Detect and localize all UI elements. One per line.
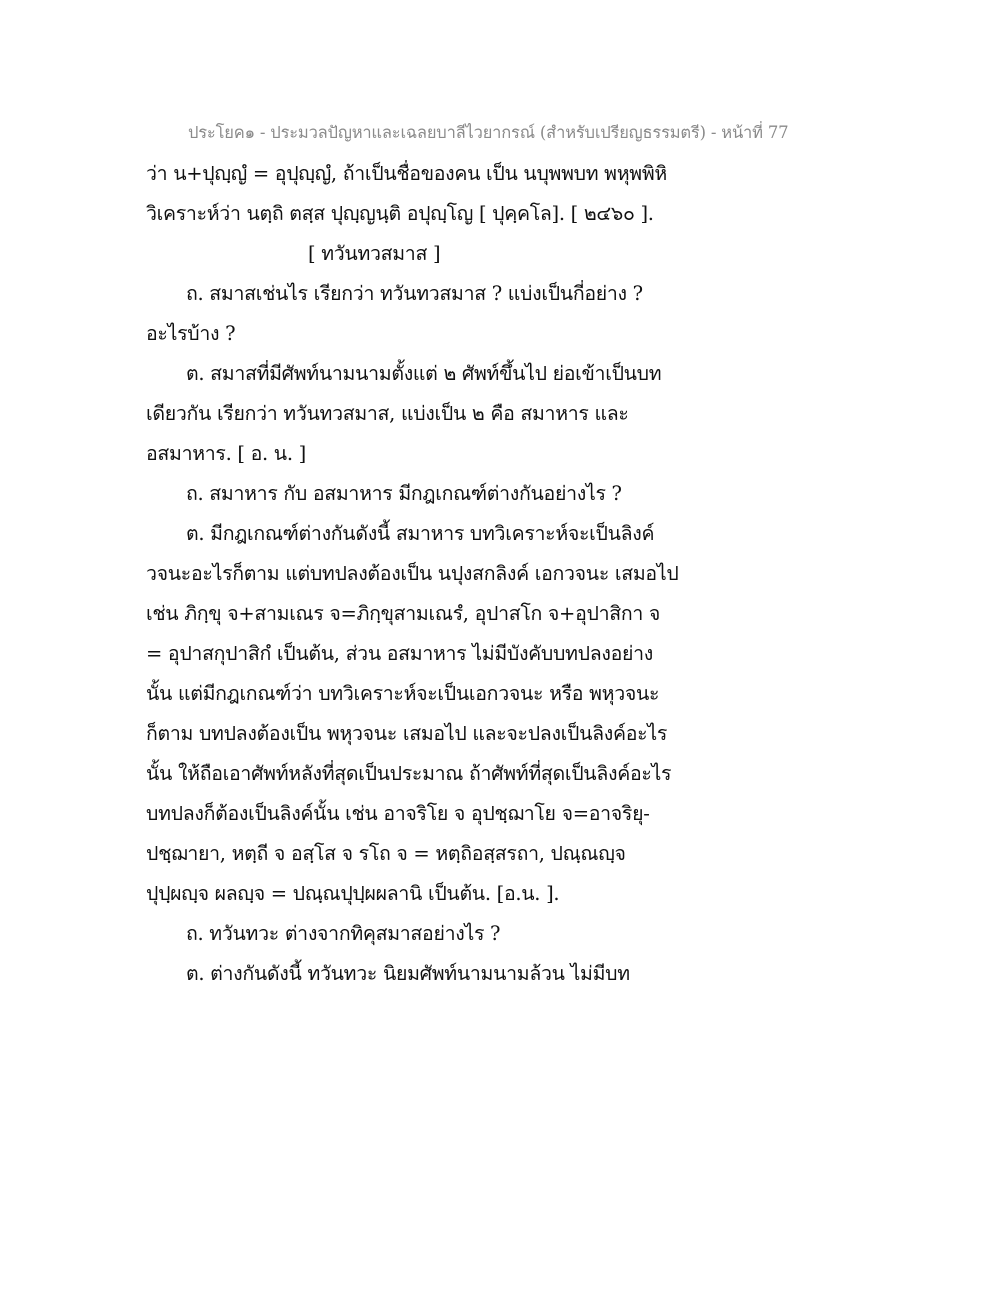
section-heading: [ ทวันทวสมาส ] [308,242,441,265]
question-line: ถ. สมาสเช่นไร เรียกว่า ทวันทวสมาส ? แบ่งเป็นกี่อย่าง ? [186,282,643,305]
question-line: ถ. สมาหาร กับ อสมาหาร มีกฎเกณฑ์ต่างกันอย่างไร ? [186,482,622,505]
text-line: อสมาหาร. [ อ. น. ] [146,442,306,465]
text-line: เดียวกัน เรียกว่า ทวันทวสมาส, แบ่งเป็น ๒ คือ สมาหาร และ [146,402,629,425]
text-line: วิเคราะห์ว่า นตฺถิ ตสฺส ปุญฺญนฺติ อปุญฺโญ [ ปุคฺคโล]. [ ๒๔๖๐ ]. [146,202,654,225]
text-line: วจนะอะไรก็ตาม แต่บทปลงต้องเป็น นปุงสกลิงค์ เอกวจนะ เสมอไป [146,562,679,585]
answer-line: ต. สมาสที่มีศัพท์นามนามตั้งแต่ ๒ ศัพท์ขึ้นไป ย่อเข้าเป็นบท [186,362,662,385]
text-line: นั้น ให้ถือเอาศัพท์หลังที่สุดเป็นประมาณ ถ้าศัพท์ที่สุดเป็นลิงค์อะไร [146,762,672,785]
text-line: = อุปาสกุปาสิกํ เป็นต้น, ส่วน อสมาหาร ไม่มีบังคับบทปลงอย่าง [146,642,653,665]
text-line: ปชฺฌายา, หตฺถี จ อสฺโส จ รโถ จ = หตฺถิอสฺสรถา, ปณฺณญฺจ [146,842,626,865]
text-line: ปุปฺผญฺจ ผลญฺจ = ปณฺณปุปฺผผลานิ เป็นต้น. [อ.น. ]. [146,882,560,905]
body-text [146,154,726,994]
text-line: บทปลงก็ต้องเป็นลิงค์นั้น เช่น อาจริโย จ อุปชฺฌาโย จ=อาจริยุ- [146,802,650,825]
answer-line: ต. มีกฎเกณฑ์ต่างกันดังนี้ สมาหาร บทวิเคราะห์จะเป็นลิงค์ [186,522,655,545]
question-line: ถ. ทวันทวะ ต่างจากทิคุสมาสอย่างไร ? [186,922,501,945]
text-line: นั้น แต่มีกฎเกณฑ์ว่า บทวิเคราะห์จะเป็นเอกวจนะ หรือ พหุวจนะ [146,682,660,705]
answer-line: ต. ต่างกันดังนี้ ทวันทวะ นิยมศัพท์นามนามล้วน ไม่มีบท [186,962,630,985]
text-line: อะไรบ้าง ? [146,322,236,345]
running-header: ประโยค๑ - ประมวลปัญหาและเฉลยบาลีไวยากรณ์ (สำหรับเปรียญธรรมตรี) - หน้าที่ 77 [188,123,789,142]
text-line: ก็ตาม บทปลงต้องเป็น พหุวจนะ เสมอไป และจะปลงเป็นลิงค์อะไร [146,722,668,745]
text-line: เช่น ภิกฺขุ จ+สามเณร จ=ภิกฺขุสามเณรํ, อุปาสโก จ+อุปาสิกา จ [146,602,661,625]
text-line: ว่า น+ปุญฺญํ = อุปุญฺญํ, ถ้าเป็นชื่อของคน เป็น นบุพพบท พหุพพิหิ [146,162,667,185]
